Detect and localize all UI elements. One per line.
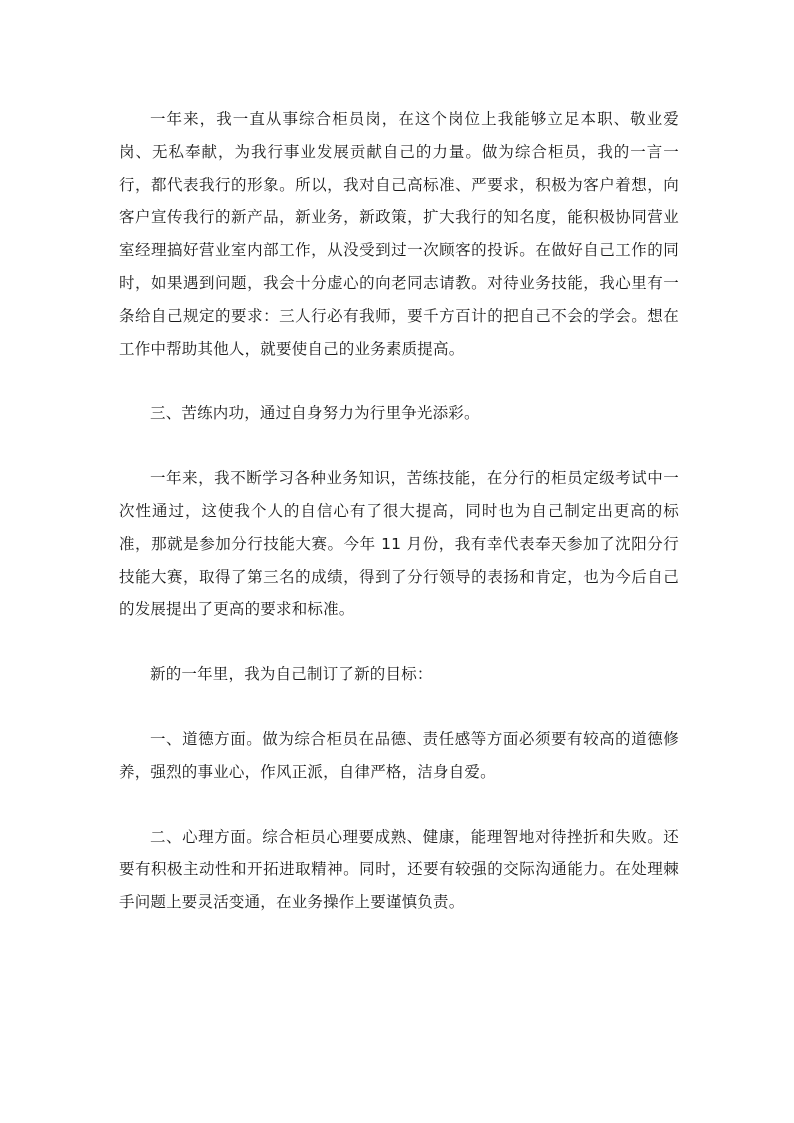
- paragraph-work-summary: 一年来，我一直从事综合柜员岗，在这个岗位上我能够立足本职、敬业爱岗、无私奉献，为我行事业发展贡献自己的力量。做为综合柜员，我的一言一行，都代表我行的形象。所以，我对自己高标准、严要求，积极为客户着想，向客户宣传我行的新产品，新业务，新政策，扩大我行的知名度，能积极协同营业室经理搞好营业室内部工作，从没受到过一次顾客的投诉。在做好自己工作的同时，如果遇到问题，我会十分虚心的向老同志请教。对待业务技能，我心里有一条给自己规定的要求：三人行必有我师，要千方百计的把自己不会的学会。想在工作中帮助其他人，就要使自己的业务素质提高。: [119, 110, 679, 358]
- paragraph-goal-morality: 一、道德方面。做为综合柜员在品德、责任感等方面必须要有较高的道德修养，强烈的事业心，作风正派，自律严格，洁身自爱。: [119, 729, 679, 781]
- paragraph-goal-psychology: 二、心理方面。综合柜员心理要成熟、健康，能理智地对待挫折和失败。还要有积极主动性和开拓进取精神。同时，还要有较强的交际沟通能力。在处理棘手问题上要灵活变通，在业务操作上要谨慎负责。: [119, 827, 679, 912]
- paragraph-new-goals-intro: 新的一年里，我为自己制订了新的目标：: [150, 665, 433, 684]
- paragraph-heading-three: 三、苦练内功，通过自身努力为行里争光添彩。: [150, 404, 480, 423]
- paragraph-skills-training: 一年来，我不断学习各种业务知识，苦练技能，在分行的柜员定级考试中一次性通过，这使我个人的自信心有了很大提高，同时也为自己制定出更高的标准，那就是参加分行技能大赛。今年 11 月份，我有幸代表奉天参加了沈阳分行技能大赛，取得了第三名的成绩，得到了分行领导的表扬和肯定，也为今后自己的发展提出了更高的要求和标准。: [119, 469, 679, 619]
- document-body: [119, 103, 679, 919]
